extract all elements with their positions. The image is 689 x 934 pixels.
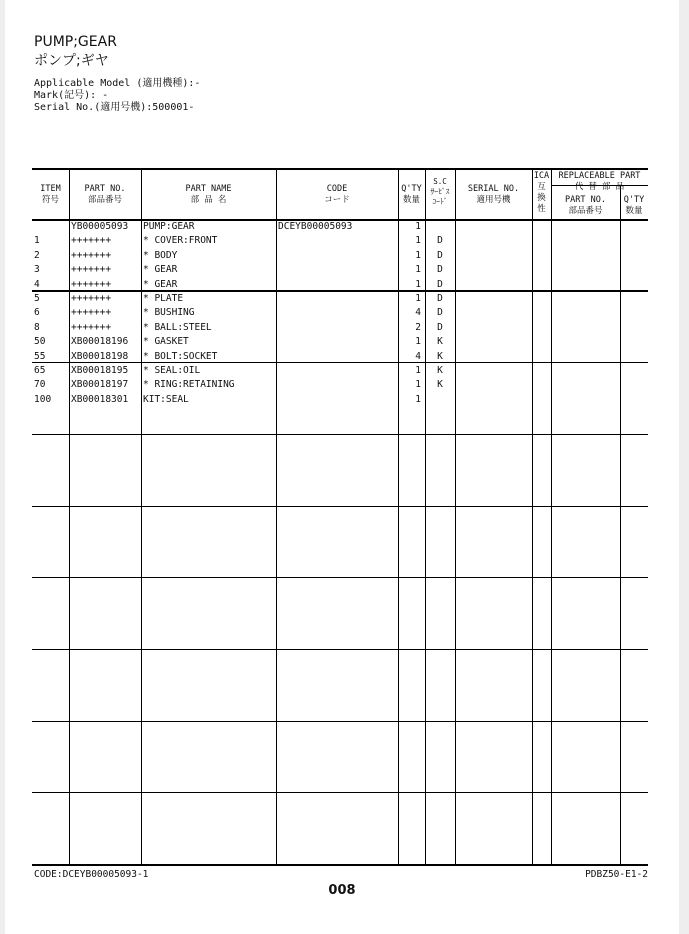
header-replaceable-part: REPLACEABLE PART 代 替 部 品 <box>558 171 641 192</box>
cell-part-no: +++++++ <box>71 293 112 304</box>
cell-part-name: * BODY <box>143 249 178 261</box>
cell-sc: D <box>437 278 443 290</box>
cell-qty: 4 <box>415 307 421 319</box>
cell-part-no: XB00018301 <box>71 393 129 405</box>
cell-part-name: * BOLT:SOCKET <box>143 350 218 362</box>
cell-part-no: +++++++ <box>71 321 112 333</box>
cell-item: 50 <box>34 336 46 348</box>
cell-part-name: * RING:RETAINING <box>143 379 235 391</box>
cell-part-name: * PLATE <box>143 293 184 304</box>
cell-part-name: PUMP:GEAR <box>143 221 195 232</box>
cell-qty: 1 <box>415 264 421 276</box>
header-ica: ICA 互 換 性 <box>533 171 550 214</box>
cell-sc: K <box>437 379 443 391</box>
cell-qty: 4 <box>415 350 421 362</box>
cell-qty: 2 <box>415 321 421 333</box>
cell-sc: D <box>437 264 443 276</box>
section-rule-5 <box>32 577 648 578</box>
section-rule-7 <box>32 721 648 722</box>
cell-qty: 1 <box>415 293 421 304</box>
section-rule-3 <box>32 434 648 435</box>
cell-item: 6 <box>34 307 40 319</box>
cell-sc: D <box>437 321 443 333</box>
cell-part-name: * COVER:FRONT <box>143 235 218 247</box>
cell-part-no: XB00018195 <box>71 365 129 376</box>
cell-item: 100 <box>34 393 52 405</box>
applicable-model: Applicable Model (適用機種):- <box>34 78 201 89</box>
cell-sc: K <box>437 350 443 362</box>
col-divider-ica <box>551 168 552 866</box>
header-part-name: PART NAME 部 品 名 <box>185 184 232 205</box>
cell-qty: 1 <box>415 221 421 232</box>
cell-part-no: YB00005093 <box>71 221 129 232</box>
cell-part-name: * GEAR <box>143 264 178 276</box>
section-rule-1 <box>32 290 648 292</box>
cell-item: 3 <box>34 264 40 276</box>
cell-qty: 1 <box>415 393 421 405</box>
cell-qty: 1 <box>415 379 421 391</box>
col-divider-serial <box>532 168 533 866</box>
section-rule-4 <box>32 506 648 507</box>
col-divider-sc <box>455 168 456 866</box>
cell-qty: 1 <box>415 278 421 290</box>
cell-part-no: +++++++ <box>71 264 112 276</box>
col-divider-repl-part <box>620 185 621 866</box>
cell-sc: K <box>437 336 443 348</box>
header-item: ITEM 符号 <box>40 184 61 205</box>
cell-part-no: +++++++ <box>71 235 112 247</box>
cell-part-no: XB00018197 <box>71 379 129 391</box>
header-sc: S.C ｻｰﾋﾞｽ ｺｰﾄﾞ <box>430 177 450 206</box>
footer-code: CODE:DCEYB00005093-1 <box>34 869 149 880</box>
col-divider-part-no <box>141 168 142 866</box>
cell-part-no: +++++++ <box>71 278 112 290</box>
cell-item: 8 <box>34 321 40 333</box>
section-rule-8 <box>32 792 648 793</box>
cell-sc: D <box>437 235 443 247</box>
cell-part-no: XB00018198 <box>71 350 129 362</box>
header-part-no: PART NO. 部品番号 <box>84 184 126 205</box>
cell-item: 1 <box>34 235 40 247</box>
cell-code: DCEYB00005093 <box>278 221 353 232</box>
footer-doc-code: PDBZ50-E1-2 <box>585 869 648 880</box>
table-bottom-rule <box>32 864 648 866</box>
cell-part-name: * BUSHING <box>143 307 195 319</box>
col-divider-item <box>69 168 70 866</box>
cell-qty: 1 <box>415 336 421 348</box>
mark: Mark(記号): - <box>34 90 109 101</box>
page-number: 008 <box>328 883 356 898</box>
cell-qty: 1 <box>415 249 421 261</box>
header-serial-no: SERIAL NO. 適用号機 <box>467 184 520 205</box>
parts-table <box>32 168 648 867</box>
cell-sc: K <box>437 365 443 376</box>
header-repl-part-no: PART NO. 部品番号 <box>565 195 606 216</box>
serial-no: Serial No.(適用号機):500001- <box>34 102 195 113</box>
cell-part-name: KIT:SEAL <box>143 393 189 405</box>
cell-part-name: * GASKET <box>143 336 189 348</box>
header-qty: Q'TY 数量 <box>401 184 422 205</box>
cell-item: 65 <box>34 365 46 376</box>
header-repl-qty: Q'TY 数量 <box>623 195 645 216</box>
cell-part-name: * BALL:STEEL <box>143 321 212 333</box>
cell-qty: 1 <box>415 235 421 247</box>
cell-part-name: * SEAL:OIL <box>143 365 201 376</box>
cell-part-no: XB00018196 <box>71 336 129 348</box>
cell-part-name: * GEAR <box>143 278 178 290</box>
cell-sc: D <box>437 293 443 304</box>
header-code: CODE コード <box>324 184 350 205</box>
table-top-rule <box>32 168 648 170</box>
cell-item: 5 <box>34 293 40 304</box>
section-rule-2 <box>32 362 648 363</box>
cell-qty: 1 <box>415 365 421 376</box>
cell-sc: D <box>437 307 443 319</box>
cell-part-no: +++++++ <box>71 249 112 261</box>
cell-item: 70 <box>34 379 46 391</box>
cell-item: 55 <box>34 350 46 362</box>
cell-item: 4 <box>34 278 40 290</box>
section-rule-6 <box>32 649 648 650</box>
title-japanese: ポンプ;ギヤ <box>34 53 109 69</box>
title-english: PUMP;GEAR <box>34 34 117 50</box>
cell-sc: D <box>437 249 443 261</box>
cell-item: 2 <box>34 249 40 261</box>
col-divider-name <box>276 168 277 866</box>
document-page <box>5 0 679 934</box>
cell-part-no: +++++++ <box>71 307 112 319</box>
